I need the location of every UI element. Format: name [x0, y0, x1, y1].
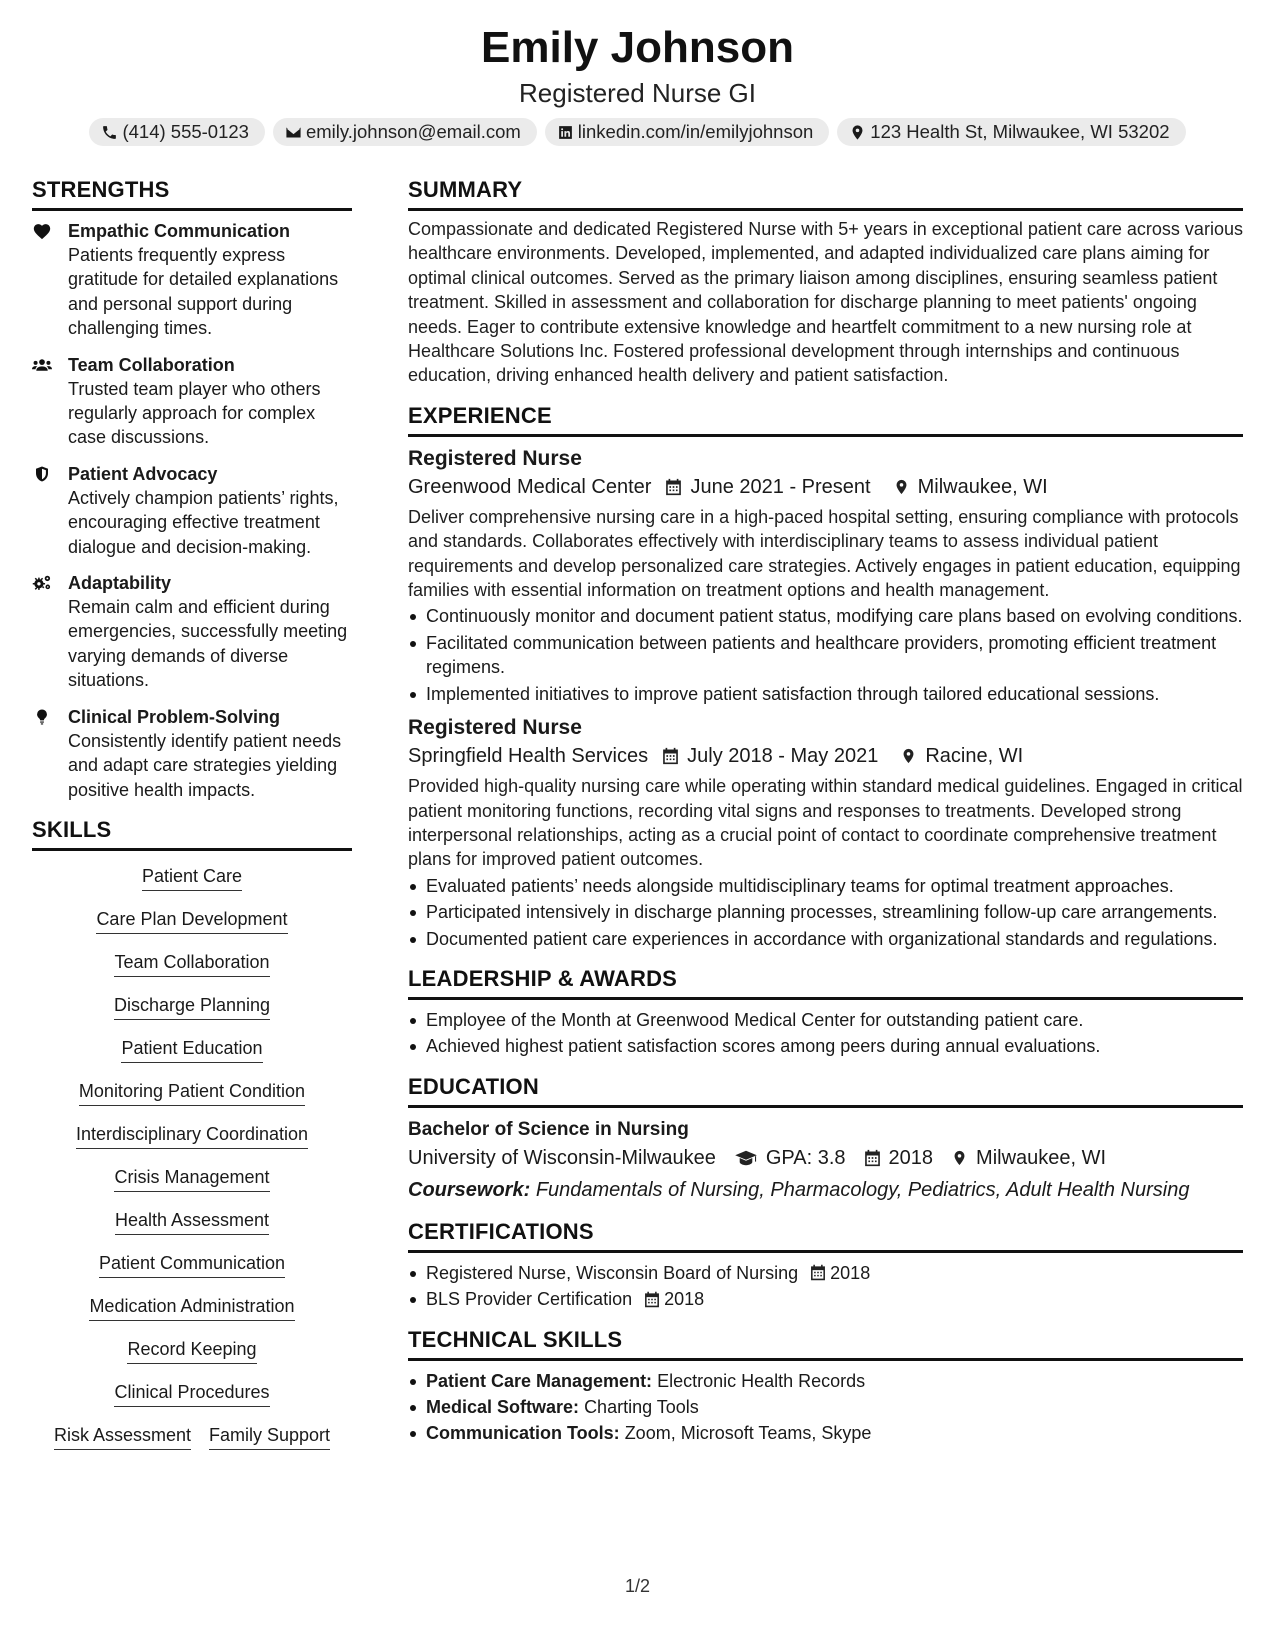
job-title: Registered Nurse [408, 446, 582, 470]
strength-item [32, 705, 352, 802]
technical-skill-value: Zoom, Microsoft Teams, Skype [624, 1423, 872, 1444]
leadership-item: Employee of the Month at Greenwood Medical Center for outstanding patient care. [408, 1008, 1243, 1032]
email-text: emily.johnson@email.com [305, 121, 521, 142]
envelope-icon [285, 124, 302, 141]
experience-heading: EXPERIENCE [408, 402, 1243, 437]
coursework-text: Fundamentals of Nursing, Pharmacology, Pediatrics, Adult Health Nursing [535, 1178, 1190, 1201]
strength-title: Patient Advocacy [68, 463, 218, 484]
technical-skill-item [408, 1395, 1243, 1419]
school-location: Milwaukee, WI [976, 1146, 1107, 1169]
strength-title: Empathic Communication [68, 221, 291, 241]
job-title: Registered Nurse [408, 716, 582, 740]
strength-item [32, 353, 352, 450]
phone-icon [101, 124, 118, 141]
technical-skills-section [408, 1326, 1243, 1446]
skill-tag: Record Keeping [127, 1338, 256, 1364]
technical-skill-value: Charting Tools [584, 1396, 699, 1417]
strength-title: Clinical Problem-Solving [68, 706, 281, 727]
certifications-section [408, 1218, 1243, 1312]
coursework-label: Coursework: [408, 1178, 531, 1201]
technical-skill-item [408, 1369, 1243, 1393]
strengths-heading: STRENGTHS [32, 176, 352, 211]
skill-tag: Health Assessment [115, 1209, 269, 1235]
job-bullet: Documented patient care experiences in accordance with organizational standards and regulations. [408, 927, 1243, 951]
technical-skill-label: Medical Software: [426, 1396, 580, 1417]
job-entry [408, 714, 1243, 951]
strength-item [32, 462, 352, 559]
education-meta [408, 1144, 1243, 1172]
job-dates: June 2021 - Present [690, 475, 871, 498]
skill-tag: Family Support [209, 1424, 330, 1450]
job-bullet: Facilitated communication between patients and healthcare providers, promoting efficient treatment regimens. [408, 631, 1243, 680]
job-bullet: Continuously monitor and document patient status, modifying care plans based on evolving conditions. [408, 604, 1243, 628]
technical-skill-value: Electronic Health Records [657, 1370, 866, 1391]
address-text: 123 Health St, Milwaukee, WI 53202 [870, 121, 1170, 142]
linkedin-text: linkedin.com/in/emilyjohnson [577, 121, 814, 142]
technical-skills-heading: TECHNICAL SKILLS [408, 1326, 1243, 1361]
job-company: Greenwood Medical Center [408, 475, 652, 498]
job-meta [408, 742, 1243, 770]
email-contact[interactable] [273, 118, 537, 146]
skill-tag: Risk Assessment [54, 1424, 191, 1450]
linkedin-contact[interactable] [545, 118, 829, 146]
page-number: 1/2 [624, 1576, 651, 1596]
strength-desc: Actively champion patients’ rights, encouraging effective treatment dialogue and decision-making. [68, 487, 339, 557]
summary-text: Compassionate and dedicated Registered Nurse with 5+ years in exceptional patient care across various healthcare environments. Developed, implemented, and adapted individualized care plans aiming for optimal clinical outcomes. Served as the primary liaison among disciplines, ensuring seamless patient treatment. Skilled in assessment and collaboration for discharge planning to meet patients' ongoing needs. Eager to contribute extensive knowledge and heartfelt commitment to a new nursing role at Healthcare Solutions Inc. Fostered professional development through internships and continuous education, driving enhanced health delivery and patient satisfaction. [408, 219, 1243, 386]
strength-item [32, 571, 352, 693]
technical-skills-list [408, 1369, 1243, 1446]
strength-desc: Patients frequently express gratitude for detailed explanations and personal support during challenging times. [68, 245, 339, 339]
calendar-icon [810, 1264, 826, 1281]
skills-heading: SKILLS [32, 816, 352, 851]
certification-name: BLS Provider Certification [426, 1289, 633, 1310]
skill-tag: Patient Education [121, 1037, 262, 1063]
calendar-icon [665, 478, 682, 496]
users-icon [32, 356, 52, 374]
shield-icon [32, 465, 52, 483]
strength-desc: Consistently identify patient needs and adapt care strategies yielding positive health impacts. [68, 730, 342, 800]
job-location: Milwaukee, WI [917, 475, 1048, 498]
job-bullets [408, 604, 1243, 706]
degree-title: Bachelor of Science in Nursing [408, 1118, 689, 1140]
left-column [32, 176, 352, 1450]
certification-name: Registered Nurse, Wisconsin Board of Nursing [426, 1262, 799, 1283]
leadership-section [408, 965, 1243, 1059]
certifications-heading: CERTIFICATIONS [408, 1218, 1243, 1253]
experience-section [408, 402, 1243, 951]
heart-icon [32, 222, 52, 240]
graduation-cap-icon [734, 1149, 758, 1167]
calendar-icon [864, 1149, 881, 1167]
certification-year: 2018 [664, 1289, 705, 1310]
skill-tag: Monitoring Patient Condition [79, 1080, 305, 1106]
job-dates: July 2018 - May 2021 [687, 745, 879, 768]
certification-item [408, 1261, 1243, 1285]
job-bullet: Evaluated patients’ needs alongside multidisciplinary teams for optimal treatment approaches. [408, 874, 1243, 898]
skill-tag: Care Plan Development [96, 908, 287, 934]
leadership-heading: LEADERSHIP & AWARDS [408, 965, 1243, 1000]
graduation-year: 2018 [888, 1146, 934, 1169]
skill-tag: Crisis Management [114, 1166, 269, 1192]
job-location: Racine, WI [925, 745, 1024, 768]
strengths-list [32, 219, 352, 802]
certification-year: 2018 [830, 1262, 871, 1283]
job-entry [408, 445, 1243, 706]
leadership-item: Achieved highest patient satisfaction scores among peers during annual evaluations. [408, 1034, 1243, 1058]
skills-list [32, 865, 352, 1450]
strength-title: Team Collaboration [68, 354, 235, 375]
strength-desc: Trusted team player who others regularly approach for complex case discussions. [68, 378, 321, 448]
job-meta [408, 473, 1243, 501]
certification-item [408, 1287, 1243, 1311]
contact-bar [0, 118, 1275, 146]
skill-tag: Interdisciplinary Coordination [76, 1123, 308, 1149]
candidate-name: Emily Johnson [481, 23, 794, 72]
skill-tag: Medication Administration [89, 1295, 294, 1321]
right-column [408, 176, 1243, 1448]
skill-tag: Discharge Planning [114, 994, 270, 1020]
job-description: Provided high-quality nursing care while operating within standard medical guidelines. Engaged in critical patient monitoring functions, recording vital signs and responses to treatments. Developed strong interpersonal relationships, acting as a crucial point of contact to coordinate comprehensive treatment plans for improved patient outcomes. [408, 776, 1243, 870]
calendar-icon [644, 1291, 660, 1308]
skill-tag: Clinical Procedures [114, 1381, 269, 1407]
job-description: Deliver comprehensive nursing care in a high-paced hospital setting, ensuring compliance with protocols and standards. Collaborates effectively with interdisciplinary teams to assess individual patient requirements and develop personalized care strategies. Actively engages in patient education, equipping families with essential information on treatment options and health management. [408, 506, 1241, 601]
skill-tag: Patient Communication [99, 1252, 285, 1278]
technical-skill-label: Patient Care Management: [426, 1370, 653, 1391]
education-heading: EDUCATION [408, 1073, 1243, 1108]
strength-title: Adaptability [68, 573, 172, 594]
gears-icon [32, 574, 52, 592]
linkedin-icon [557, 124, 574, 141]
coursework-line [408, 1176, 1243, 1204]
certifications-list [408, 1261, 1243, 1312]
skill-tag: Patient Care [142, 865, 242, 891]
phone-text: (414) 555-0123 [122, 121, 249, 142]
phone-contact[interactable] [89, 118, 265, 146]
job-bullet: Implemented initiatives to improve patient satisfaction through tailored educational sessions. [408, 682, 1243, 706]
summary-section [408, 176, 1243, 388]
technical-skill-label: Communication Tools: [426, 1423, 620, 1444]
job-bullets [408, 874, 1243, 951]
resume-header [0, 22, 1275, 146]
address-contact [837, 118, 1185, 146]
gpa-text: GPA: 3.8 [765, 1146, 846, 1169]
candidate-title: Registered Nurse GI [519, 78, 756, 108]
map-pin-icon [900, 747, 917, 765]
map-pin-icon [849, 124, 866, 141]
education-section [408, 1073, 1243, 1204]
map-pin-icon [893, 478, 910, 496]
strength-desc: Remain calm and efficient during emergencies, successfully meeting varying demands of diverse situations. [68, 597, 348, 691]
job-company: Springfield Health Services [408, 745, 649, 768]
job-bullet: Participated intensively in discharge planning processes, streamlining follow-up care arrangements. [408, 900, 1243, 924]
summary-heading: SUMMARY [408, 176, 1243, 211]
leadership-list [408, 1008, 1243, 1059]
school-name: University of Wisconsin-Milwaukee [408, 1146, 716, 1169]
technical-skill-item [408, 1421, 1243, 1445]
strength-item [32, 219, 352, 341]
lightbulb-icon [32, 708, 52, 726]
map-pin-icon [951, 1149, 968, 1167]
skill-tag: Team Collaboration [114, 951, 269, 977]
calendar-icon [662, 747, 679, 765]
